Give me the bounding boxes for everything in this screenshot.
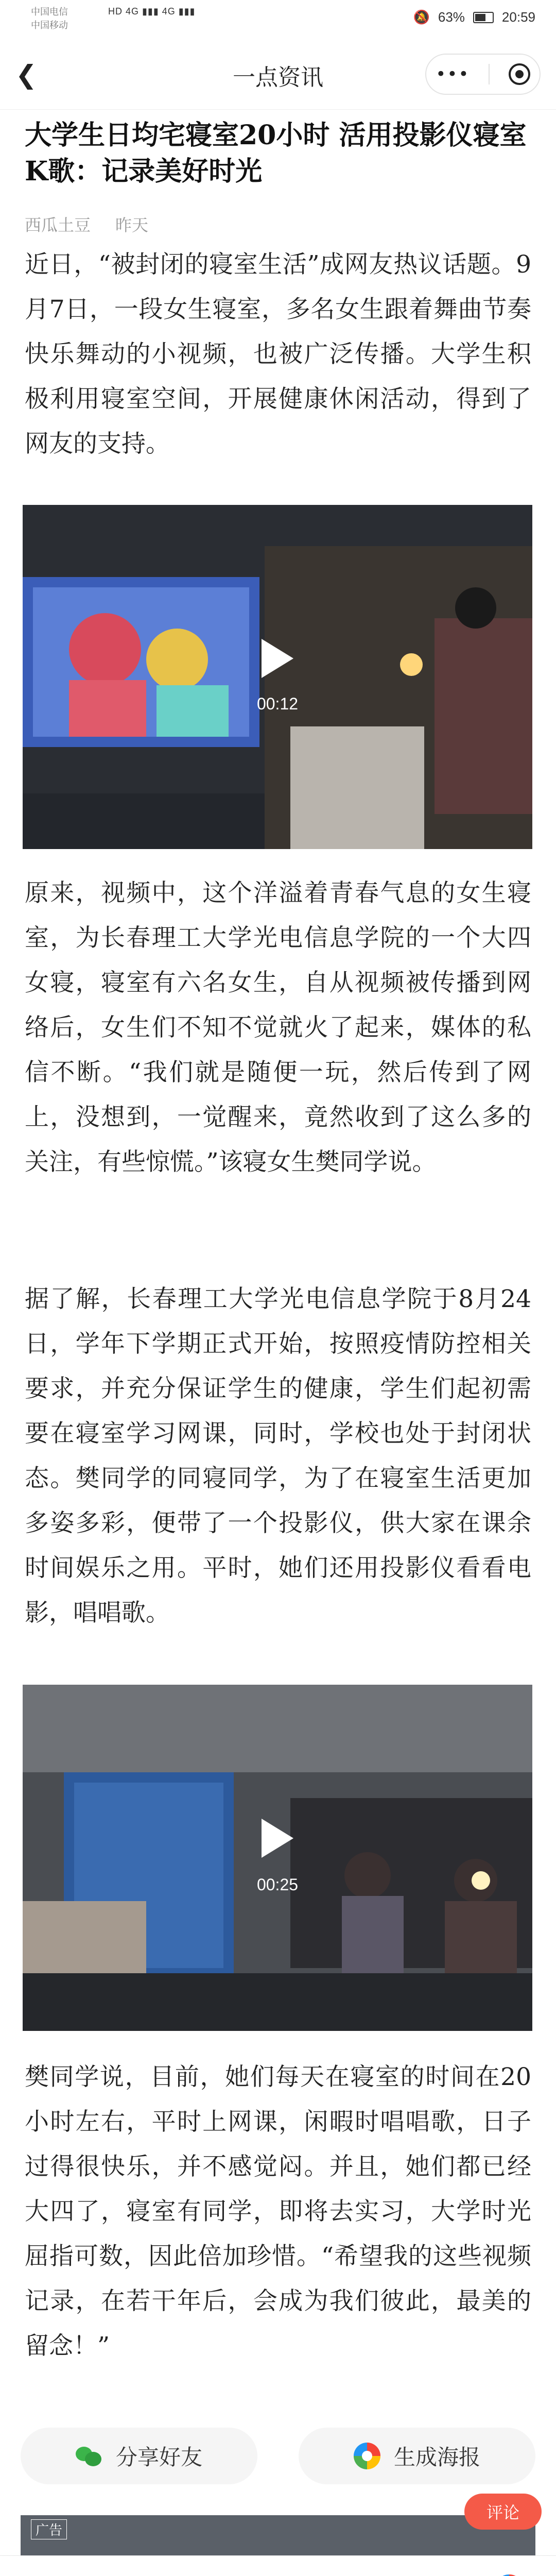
share-friend-label: 分享好友 [115, 2445, 202, 2470]
bottom-bar [0, 2555, 556, 2576]
make-poster-label: 生成海报 [393, 2445, 480, 2470]
video-player[interactable] [23, 505, 532, 849]
share-bar [21, 2428, 535, 2489]
close-icon[interactable] [509, 63, 530, 85]
battery-icon [473, 12, 494, 23]
carrier-2: 中国移动 [31, 20, 68, 30]
status-bar [0, 0, 556, 37]
poster-icon [354, 2443, 380, 2469]
article-paragraph: 原来，视频中，这个洋溢着青春气息的女生寝室，为长春理工大学光电信息学院的一个大四女寝，寝室有六名女生，自从视频被传播到网络后，女生们不知不觉就火了起来，媒体的私信不断。“我们就是随便一玩，然后传到了网上，没想到，一觉醒来，竟然收到了这么多的关注，有些惊慌。”该寝女生樊同学说。 [25, 879, 531, 1176]
nav-bar [0, 37, 556, 110]
article-paragraph: 樊同学说，目前，她们每天在寝室的时间在20小时左右，平时上网课，闲暇时唱唱歌，日子过得很快乐，并不感觉闷。并且，她们都已经大四了，寝室有同学，即将去实习，大学时光屈指可数，因此倍加珍惜。“希望我的这些视频记录，在若干年后，会成为我们彼此，最美的留念！” [25, 2063, 531, 2360]
back-icon[interactable]: ❮ [15, 60, 37, 90]
capsule-divider [489, 64, 490, 84]
ad-tag: 广告 [31, 2519, 67, 2539]
article-source[interactable]: 西瓜土豆 [25, 215, 91, 235]
article-time: 昨天 [115, 215, 149, 235]
comment-button[interactable]: 评论 [464, 2494, 542, 2530]
mute-icon: 🔕 [413, 9, 430, 25]
video-duration: 00:12 [256, 694, 299, 713]
share-friend-button[interactable] [21, 2428, 257, 2484]
wechat-icon [76, 2445, 102, 2467]
carrier-1: 中国电信 [31, 7, 68, 17]
clock: 20:59 [501, 9, 535, 25]
video-player[interactable] [23, 1685, 532, 2031]
article-paragraph: 近日，“被封闭的寝室生活”成网友热议话题。9月7日，一段女生寝室，多名女生跟着舞曲节奏快乐舞动的小视频，也被广泛传播。大学生积极利用寝室空间，开展健康休闲活动，得到了网友的支持。 [25, 250, 531, 458]
page-title: 一点资讯 [233, 64, 323, 91]
play-icon[interactable] [23, 639, 532, 680]
article-meta [25, 212, 148, 236]
mini-program-capsule [425, 54, 541, 95]
related-preview[interactable] [21, 2515, 535, 2556]
article-paragraph: 据了解，长春理工大学光电信息学院于8月24日，学年下学期正式开始，按照疫情防控相关要求，并充分保证学生的健康，学生们起初需要在寝室学习网课，同时，学校也处于封闭状态。樊同学的同寝同学，为了在寝室生活更加多姿多彩，便带了一个投影仪，供大家在课余时间娱乐之用。平时，她们还用投影仪看看电影，唱唱歌。 [25, 1285, 531, 1627]
battery-percent: 63% [438, 9, 465, 25]
article-title: 大学生日均宅寝室20小时 活用投影仪寝室K歌：记录美好时光 [25, 120, 527, 187]
make-poster-button[interactable] [299, 2428, 535, 2484]
signal-icon: HD 4G ▮▮▮ 4G ▮▮▮ [108, 6, 196, 16]
video-duration: 00:25 [256, 1875, 299, 1894]
carrier-info [31, 5, 68, 32]
more-button[interactable]: ••• [436, 64, 470, 84]
play-icon[interactable] [23, 1819, 532, 1860]
